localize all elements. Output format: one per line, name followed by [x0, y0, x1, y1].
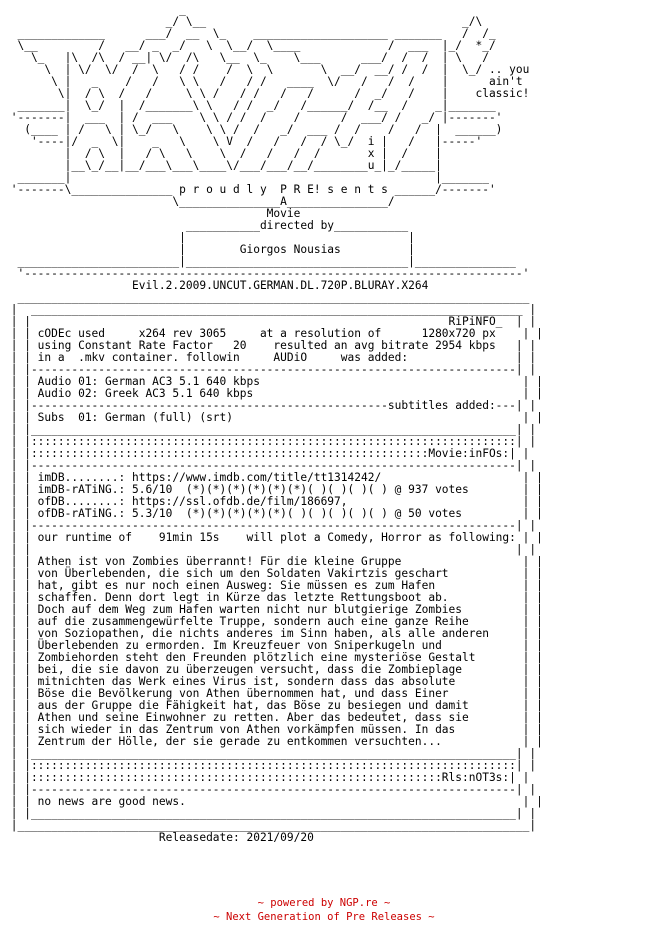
powered-by-text: ~ powered by NGP.re ~: [257, 897, 391, 909]
nfo-text: _ _/ \__ _/\ _____________ ___/ __ \_ ____________________ _______ / /_ \__ / __/ _ _/ \ \__/ \____ / ___ |_/ *_/ \_ |\ /\ / __| \/ /\ \__ \_ \___ ___/ / / | \ / \ | \/ \/ / \ / / / \ \ \ __/ __/ / / | \_/ .. you \ | _ / / \ \ / / / ____ \/ / / / | ain't \| / \ / / \ \ / / / / / / _/ / | classic! _______| \_/ | /_______\ \ / / _/ /______/ /__ / _|_______ '-------| ___ | / ___ \ \ / / / / / ___/ / _/ |-------' (____ | / \ | \_/ \ \ \ / / _/ ___ / / / / | ______) '----|/ _ \| _ \ \ V / / / / \_/ i | / |-----' | / \ | / \ \ \ / / / / x | / | |__\_/__|__/___\___\____\/___/___/__/________u_|_/_____| _______| |_______ '-------\_______________ p r o u d l y P R E! s e n t s ______/-------' \_______________A_______________/ Movie ___________directed by___________ | | | Giorgos Nousias | ________________________|_________________________________|_______________ '--------------------------------------------------------------------------' Evil.2.2009.UNCUT.GERMAN.DL.720P.BLURAY.X264 ____________________________________________________________________________ | _________________________________________________________________________ | | | RiPiNFO_ | | | | cODEc used x264 rev 3065 at a resolution of 1280x720 px | | | | using Constant Rate Factor 20 resulted an avg bitrate 2954 kbps | | | | in a .mkv container. followin AUDiO was added: | | | |------------------------------------------------------------------------| | | | Audio 01: German AC3 5.1 640 kbps | | | | Audio 02: Greek AC3 5.1 640 kbps | | | |-----------------------------------------------------subtitles added:---| | | | Subs 01: German (full) (srt) | | | |________________________________________________________________________| | | |::::::::::::::::::::::::::::::::::::::::::::::::::::::::::::::::::::::::| | | |:::::::::::::::::::::::::::::::::::::::::::::::::::::::::::Movie:inFOs:| | | |------------------------------------------------------------------------| | | | imDB........: https://www.imdb.com/title/tt1314242/ | | | | imDB-rATiNG.: 5.6/10 (*)(*)(*)(*)(*)(*)( )( )( )( ) @ 937 votes | | | | ofDB........: https://ssl.ofdb.de/film/186697, | | | | ofDB-rATiNG.: 5.3/10 (*)(*)(*)(*)(*)( )( )( )( )( ) @ 50 votes | | | |------------------------------------------------------------------------| | | | our runtime of 91min 15s will plot a Comedy, Horror as following: | | | | | | | | Athen ist von Zombies überrannt! Für die kleine Gruppe | | | | von Überlebenden, die sich um den Soldaten Vakirtzis geschart | | | | hat, gibt es nur noch einen Ausweg: Sie müssen es zum Hafen | | | | schaffen. Denn dort legt in Kürze das letzte Rettungsboot ab. | | | | Doch auf dem Weg zum Hafen warten nicht nur blutgierige Zombies | | | | auf die zusammengewürfelte Truppe, sondern auch eine ganze Reihe | | | | von Soziopathen, die nichts anderes im Sinn haben, als alle anderen | | | | Überlebenden zu ermorden. Im Kreuzfeuer von Sniperkugeln und | | | | Zombiehorden steht den Freunden plötzlich eine mysteriöse Gestalt | | | | bei, die sie davon zu überzeugen versucht, dass die Zombieplage | | | | mitnichten das Werk eines Virus ist, sondern dass das absolute | | | | Böse die Bevölkerung von Athen übernommen hat, und dass Einer | | | | aus der Gruppe die Fähigkeit hat, das Böse zu besiegen und damit | | | | Athen und seine Einwohner zu retten. Aber das bedeutet, dass sie | | | | sich wieder in das Zentrum von Athen vorkämpfen müssen. In das | | | | Zentrum der Hölle, der sie gerade zu entkommen versuchten... | | | |________________________________________________________________________| | | |::::::::::::::::::::::::::::::::::::::::::::::::::::::::::::::::::::::::| | | |:::::::::::::::::::::::::::::::::::::::::::::::::::::::::::::Rls:nOT3s:| | | |------------------------------------------------------------------------| | | | no news are good news. | | | |________________________________________________________________________| | |____________________________________________________________________________| Releasedate: 2021/09/20: [10, 3, 543, 844]
tagline-text: ~ Next Generation of Pre Releases ~: [213, 911, 435, 923]
